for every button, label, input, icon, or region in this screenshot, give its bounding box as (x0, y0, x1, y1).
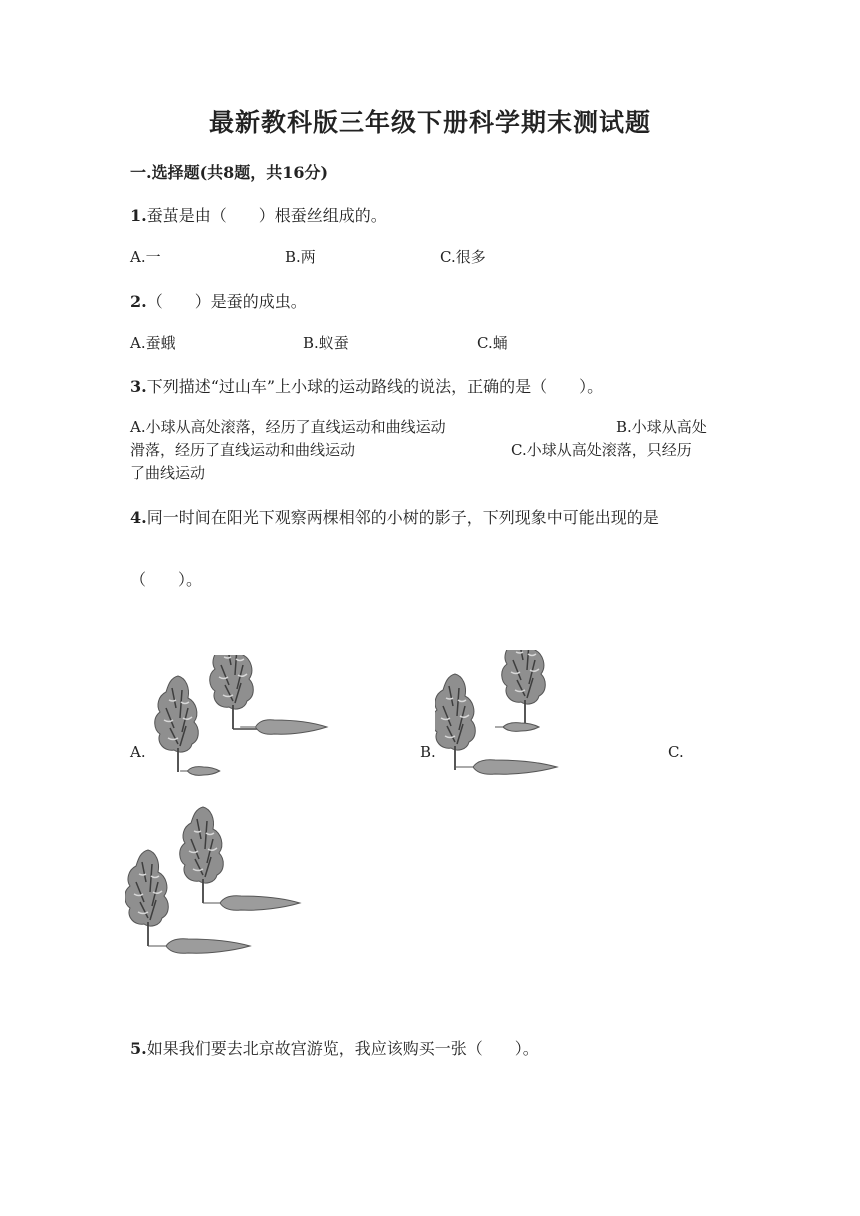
option-a[interactable]: A.一 (130, 248, 161, 266)
question-text: （ ）是蚕的成虫。 (146, 292, 307, 311)
option-c-trees-image (125, 805, 310, 955)
question-number: 5. (130, 1039, 147, 1058)
option-b[interactable]: B.蚁蚕 (303, 334, 349, 352)
option-a-trees-image (145, 655, 345, 780)
question-text: 蚕茧是由（ ）根蚕丝组成的。 (146, 206, 387, 225)
option-a[interactable]: A.小球从高处滚落，经历了直线运动和曲线运动 (130, 418, 446, 436)
question-number: 1. (130, 206, 147, 225)
option-c[interactable]: C.小球从高处滚落，只经历 (511, 441, 692, 459)
question-3-options (130, 416, 730, 485)
option-c[interactable]: C. (668, 743, 684, 761)
question-number: 3. (130, 377, 147, 396)
question-4-blank: （ ）。 (130, 570, 203, 589)
option-b[interactable]: B. (420, 743, 436, 761)
question-text: 如果我们要去北京故宫游览，我应该购买一张（ ）。 (146, 1039, 539, 1058)
question-4 (130, 505, 659, 528)
page-title: 最新教科版三年级下册科学期末测试题 (208, 108, 651, 137)
option-b[interactable]: B.小球从高处 (616, 418, 707, 436)
option-a[interactable]: A. (130, 743, 146, 761)
section-heading: 一.选择题(共8题，共16分) (130, 163, 329, 182)
question-1 (130, 203, 387, 226)
question-2 (130, 289, 307, 312)
option-b-trees-image (435, 650, 565, 780)
question-number: 2. (130, 292, 147, 311)
option-c[interactable]: C.很多 (440, 248, 486, 266)
question-number: 4. (130, 508, 147, 527)
option-b[interactable]: B.两 (285, 248, 316, 266)
option-c-continued: 了曲线运动 (130, 464, 206, 482)
question-text: 同一时间在阳光下观察两棵相邻的小树的影子，下列现象中可能出现的是 (146, 508, 659, 527)
question-text: 下列描述“过山车”上小球的运动路线的说法，正确的是（ ）。 (146, 377, 604, 396)
option-a[interactable]: A.蚕蛾 (130, 334, 176, 352)
question-3 (130, 374, 603, 397)
option-c[interactable]: C.蛹 (477, 334, 508, 352)
question-5 (130, 1036, 539, 1059)
option-b-continued: 滑落，经历了直线运动和曲线运动 (130, 441, 356, 459)
